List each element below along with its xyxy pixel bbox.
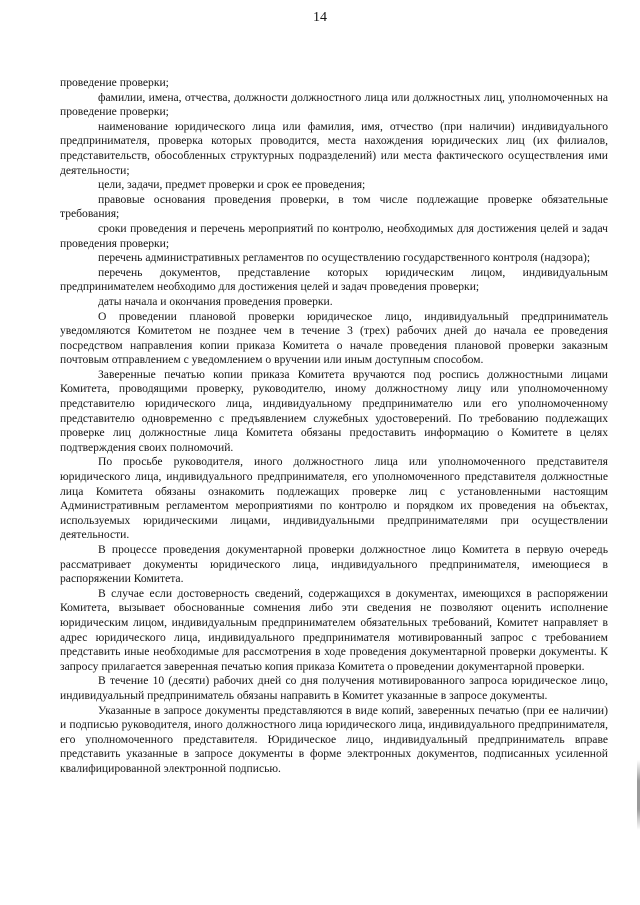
paragraph-regulations: перечень административных регламентов по осуществлению государственного контроля (надзора);	[98, 251, 591, 265]
paragraph-certified-copies: Заверенные печатью копии приказа Комитета вручаются под роспись должностными лицами Комитета, проводящими проверку, руководителю, иному должностному лицу или уполномоченному представителю юридического лица, индивидуальному предпринимателю или его уполномоченному представителю одновременно с предъявлением служебных удостоверений. По требованию подлежащих проверке лиц должностные лица Комитета обязаны предоставить информацию о Комитете в целях подтверждения своих полномочий.	[60, 367, 608, 454]
paragraph-terms: сроки проведения и перечень мероприятий по контролю, необходимых для достижения целей и задач проведения проверки;	[60, 221, 608, 250]
paragraph-dates: даты начала и окончания проведения проверки.	[98, 294, 333, 308]
paragraph-reasoned-request: В случае если достоверность сведений, содержащихся в документах, имеющихся в распоряжении Комитета, вызывает обоснованные сомнения либо эти сведения не позволяют оценить исполнение юридическим лицом, индивидуальным предпринимателем обязательных требований, Комитет направляет в адрес юридического лица, индивидуального предпринимателя мотивированный запрос с требованием представить иные необходимые для рассмотрения в ходе проведения документарной проверки документы. К запросу прилагается заверенная печатью копия приказа Комитета о проведении документарной проверки.	[60, 586, 608, 673]
paragraph-notification: О проведении плановой проверки юридическое лицо, индивидуальный предприниматель уведомляются Комитетом не позднее чем в течение 3 (трех) рабочих дней до начала ее проведения посредством направления копии приказа Комитета о начале проведения плановой проверки заказным почтовым отправлением с уведомлением о вручении или иным доступным способом.	[60, 309, 608, 367]
paragraph-official-names: фамилии, имена, отчества, должности должностного лица или должностных лиц, уполномоченных на проведение проверки;	[60, 90, 608, 119]
paragraph-legal-grounds: правовые основания проведения проверки, в том числе подлежащие проверке обязательные требования;	[60, 192, 608, 221]
paragraph-entity-name: наименование юридического лица или фамилия, имя, отчество (при наличии) индивидуального предпринимателя, проверка которых проводится, места нахождения юридических лиц (их филиалов, представительств, обособленных структурных подразделений) или места фактического осуществления ими деятельности;	[60, 119, 608, 177]
paragraph-ten-days: В течение 10 (десяти) рабочих дней со дня получения мотивированного запроса юридическое лицо, индивидуальный предприниматель обязаны направить в Комитет указанные в запросе документы.	[60, 674, 608, 702]
paragraph-copies-form: Указанные в запросе документы представляются в виде копий, заверенных печатью (при ее наличии) и подписью руководителя, иного должностного лица юридического лица, индивидуального предпринимателя, его уполномоченного представителя. Юридическое лицо, индивидуальный предприниматель вправе представить указанные в запросе документы в форме электронных документов, подписанных усиленной квалифицированной электронной подписью.	[60, 703, 608, 775]
document-body	[60, 76, 608, 777]
paragraph-goals: цели, задачи, предмет проверки и срок ее проведения;	[98, 178, 366, 192]
paragraph-continuation: проведение проверки;	[60, 76, 169, 89]
paragraph-familiarization: По просьбе руководителя, иного должностного лица или уполномоченного представителя юридического лица, индивидуального предпринимателя, его уполномоченного представителя должностные лица Комитета обязаны ознакомить подлежащих проверке лиц с установленными настоящим Административным регламентом мероприятиями по контролю и порядком их проведения на объектах, используемых юридическими лицами, индивидуальными предпринимателями при осуществлении деятельности.	[60, 455, 608, 542]
paragraph-documents-list: перечень документов, представление которых юридическим лицом, индивидуальным предпринимателем необходимо для достижения целей и задач проведения проверки;	[60, 265, 608, 294]
paragraph-documentary-review: В процессе проведения документарной проверки должностное лицо Комитета в первую очередь рассматривает документы юридического лица, индивидуального предпринимателя, имеющиеся в распоряжении Комитета.	[60, 543, 608, 586]
page-number: 14	[313, 10, 327, 25]
